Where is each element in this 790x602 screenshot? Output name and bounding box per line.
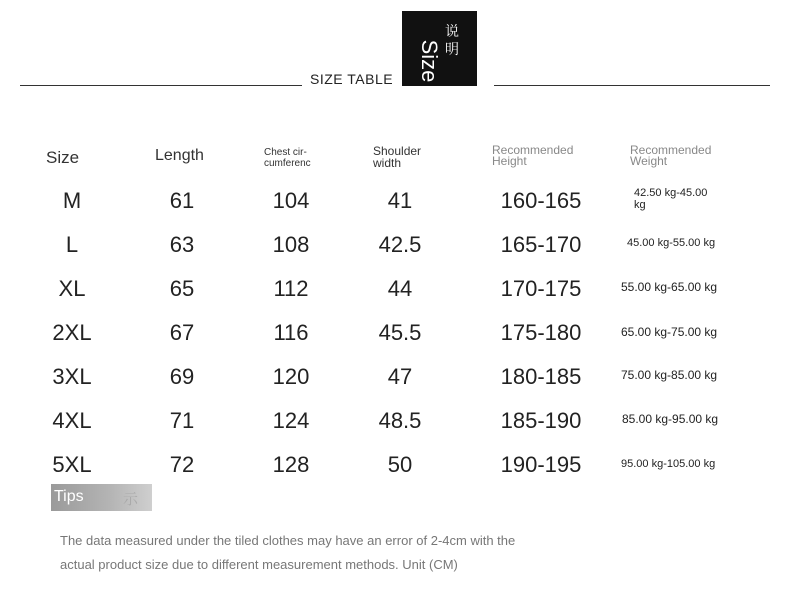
cell-height: 175-180: [500, 320, 582, 345]
cell-chest: 128: [272, 452, 310, 477]
cell-weight: 95.00 kg-105.00 kg: [621, 458, 716, 470]
cell-chest: 120: [272, 364, 310, 389]
cell-shoulder: 45.5: [378, 320, 422, 345]
cell-shoulder: 48.5: [378, 408, 422, 433]
tips-cjk-mark: 示: [123, 490, 139, 508]
cell-weight: 55.00 kg-65.00 kg: [621, 280, 718, 294]
column-header-shoulder: Shoulder width: [373, 144, 422, 170]
column-header-height: Recommended Height: [492, 143, 574, 168]
measurement-note: The data measured under the tiled clothes may have an error of 2-4cm with the actual product size due to different measurement methods. Unit (CM): [60, 533, 516, 572]
cell-height: 185-190: [500, 408, 582, 433]
badge-cjk-text: 说明: [445, 24, 459, 58]
size-table-title: SIZE TABLE: [310, 71, 394, 87]
cell-weight: 85.00 kg-95.00 kg: [622, 412, 719, 426]
cell-shoulder: 44: [387, 276, 413, 301]
cell-length: 72: [169, 452, 195, 477]
cell-size: L: [65, 232, 79, 257]
cell-chest: 108: [272, 232, 310, 257]
column-header-length: Length: [155, 147, 204, 164]
divider-left: [20, 85, 302, 86]
cell-size: 5XL: [52, 452, 92, 477]
cell-size: 4XL: [52, 408, 92, 433]
column-header-size: Size: [46, 148, 80, 167]
cell-size: 3XL: [52, 364, 92, 389]
cell-shoulder: 47: [387, 364, 413, 389]
cell-weight: 42.50 kg-45.00 kg: [634, 187, 708, 211]
cell-size: 2XL: [52, 320, 92, 345]
size-badge: [402, 11, 477, 86]
column-header-weight: Recommended Weight: [630, 143, 712, 168]
tips-label: Tips: [54, 488, 84, 505]
tips-banner: [51, 484, 152, 511]
column-header-chest: Chest cir- cumferenc: [264, 147, 311, 169]
cell-size: M: [62, 188, 82, 213]
cell-height: 170-175: [500, 276, 582, 301]
cell-length: 69: [169, 364, 195, 389]
cell-shoulder: 50: [387, 452, 413, 477]
cell-height: 190-195: [500, 452, 582, 477]
cell-weight: 45.00 kg-55.00 kg: [627, 237, 716, 249]
cell-height: 160-165: [500, 188, 582, 213]
divider-right: [494, 85, 770, 86]
cell-shoulder: 41: [387, 188, 413, 213]
cell-chest: 124: [272, 408, 310, 433]
cell-weight: 65.00 kg-75.00 kg: [621, 325, 718, 339]
cell-height: 180-185: [500, 364, 582, 389]
cell-height: 165-170: [500, 232, 582, 257]
cell-chest: 112: [273, 276, 309, 301]
cell-length: 67: [169, 320, 195, 345]
cell-length: 71: [169, 408, 195, 433]
cell-length: 63: [169, 232, 195, 257]
cell-chest: 104: [272, 188, 310, 213]
cell-weight: 75.00 kg-85.00 kg: [621, 368, 718, 382]
badge-size-word: Size: [417, 39, 442, 83]
cell-size: XL: [58, 276, 86, 301]
cell-length: 65: [169, 276, 195, 301]
cell-chest: 116: [273, 320, 309, 345]
cell-shoulder: 42.5: [378, 232, 422, 257]
cell-length: 61: [169, 188, 195, 213]
